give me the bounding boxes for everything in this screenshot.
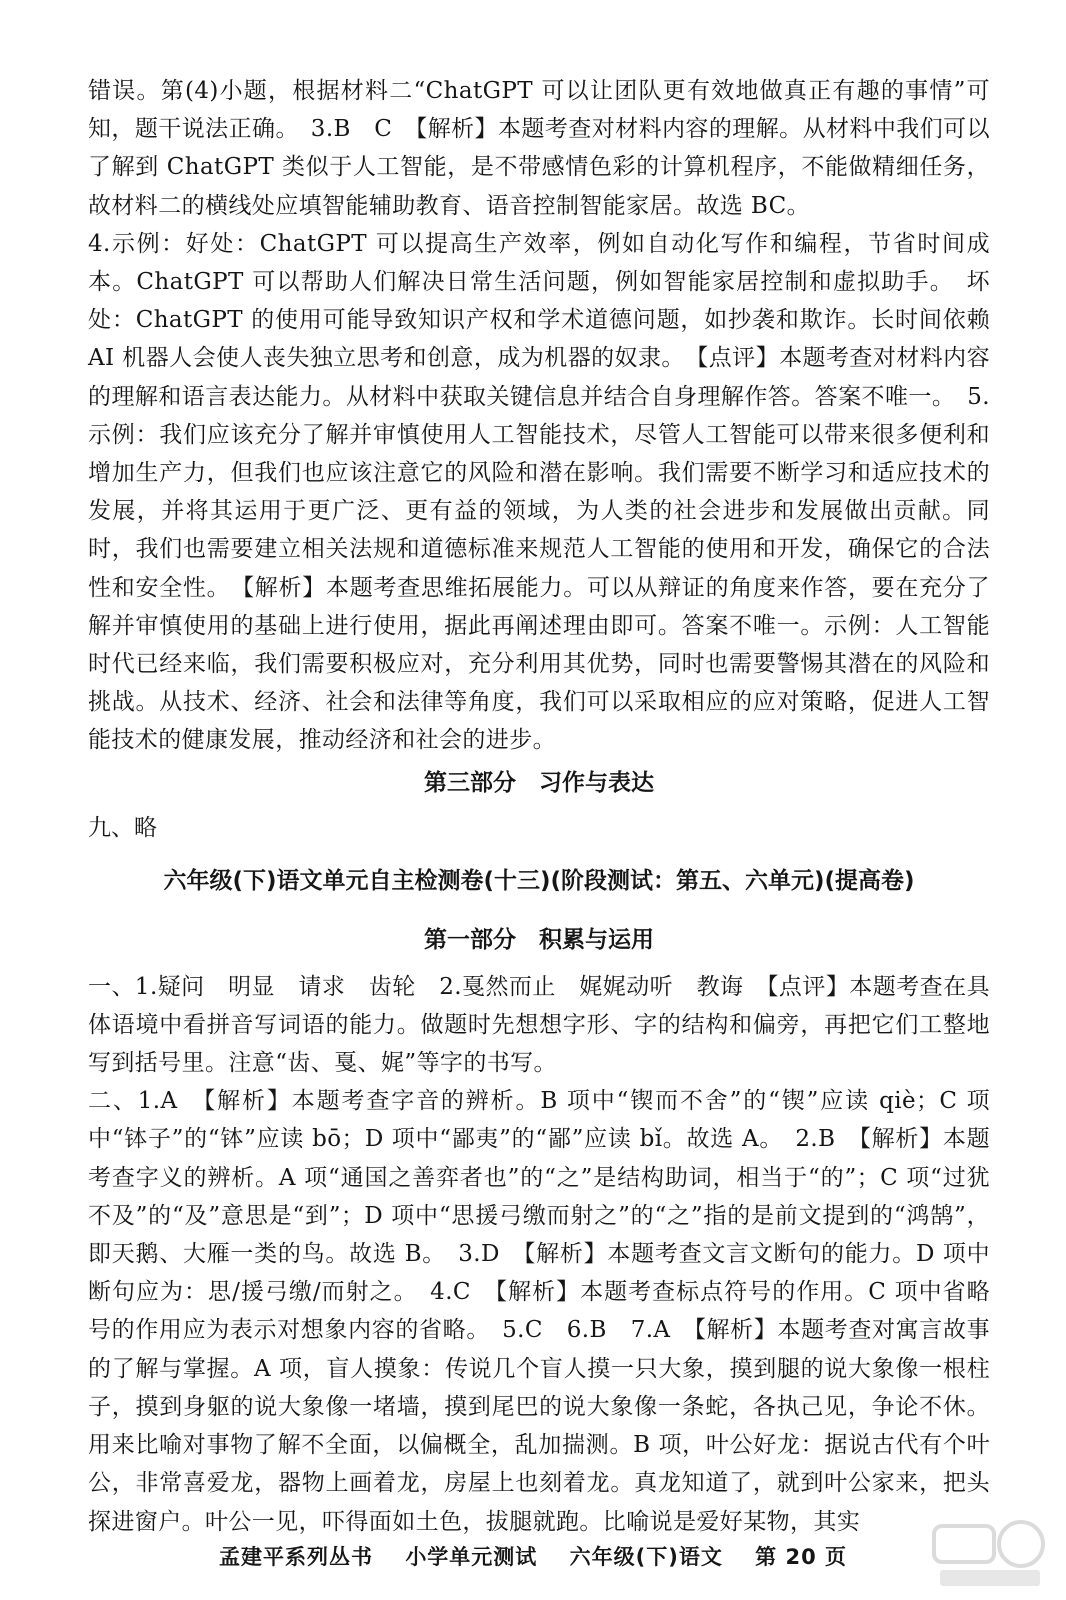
item-nine: 九、略	[88, 814, 157, 841]
part1-heading: 第一部分 积累与运用	[424, 926, 654, 953]
section-one-answers: 一、1.疑问 明显 请求 齿轮 2.戛然而止 娓娓动听 教诲 【点评】本题考查在具体语境中看拼音写词语的能力。做题时先想想字形、字的结构和偏旁，再把它们工整地写到括号里。注意“齿、戛、娓”等字的书写。	[88, 973, 990, 1077]
exam-title: 六年级(下)语文单元自主检测卷(十三)(阶段测试：第五、六单元)(提高卷)	[163, 867, 915, 894]
footer-page-number: 第 20 页	[755, 1545, 847, 1569]
page-footer	[0, 1541, 1066, 1571]
footer-series: 孟建平系列丛书	[219, 1545, 373, 1569]
page-content	[88, 72, 990, 1541]
answer-paragraph-2: 4.示例：好处：ChatGPT 可以提高生产效率，例如自动化写作和编程，节省时间成本。ChatGPT 可以帮助人们解决日常生活问题，例如智能家居控制和虚拟助手。 坏处：ChatGPT 的使用可能导致知识产权和学术道德问题，如抄袭和欺诈。长时间依赖 AI 机器人会使人丧失独立思考和创意，成为机器的奴隶。 【点评】本题考查对材料内容的理解和语言表达能力。从材料中获取关键信息并结合自身理解作答。答案不唯一。 5.示例：我们应该充分了解并审慎使用人工智能技术，尽管人工智能可以带来很多便利和增加生产力，但我们也应该注意它的风险和潜在影响。我们需要不断学习和适应技术的发展，并将其运用于更广泛、更有益的领域，为人类的社会进步和发展做出贡献。同时，我们也需要建立相关法规和道德标准来规范人工智能的使用和开发，确保它的合法性和安全性。 【解析】本题考查思维拓展能力。可以从辩证的角度来作答，要在充分了解并审慎使用的基础上进行使用，据此再阐述理由即可。答案不唯一。示例：人工智能时代已经来临，我们需要积极应对，充分利用其优势，同时也需要警惕其潜在的风险和挑战。从技术、经济、社会和法律等角度，我们可以采取相应的应对策略，促进人工智能技术的健康发展，推动经济和社会的进步。	[88, 230, 990, 754]
section-two-answers: 二、1.A 【解析】本题考查字音的辨析。B 项中“锲而不舍”的“锲”应读 qiè；C 项中“钵子”的“钵”应读 bō；D 项中“鄙夷”的“鄙”应读 bǐ。故选 A。 2.B 【解析】本题考查字义的辨析。A 项“通国之善弈者也”的“之”是结构助词，相当于“的”；C 项“过犹不及”的“及”意思是“到”；D 项中“思援弓缴而射之”的“之”指的是前文提到的“鸿鹄”，即天鹅、大雁一类的鸟。故选 B。 3.D 【解析】本题考查文言文断句的能力。D 项中断句应为：思/援弓缴/而射之。 4.C 【解析】本题考查标点符号的作用。C 项中省略号的作用应为表示对想象内容的省略。 5.C 6.B 7.A 【解析】本题考查对寓言故事的了解与掌握。A 项，盲人摸象：传说几个盲人摸一只大象，摸到腿的说大象像一根柱子，摸到身躯的说大象像一堵墙，摸到尾巴的说大象像一条蛇，各执己见，争论不休。用来比喻对事物了解不全面，以偏概全，乱加揣测。B 项，叶公好龙：据说古代有个叶公，非常喜爱龙，器物上画着龙，房屋上也刻着龙。真龙知道了，就到叶公家来，把头探进窗户。叶公一见，吓得面如土色，拔腿就跑。比喻说是爱好某物，其实	[88, 1088, 990, 1535]
part3-heading: 第三部分 习作与表达	[424, 769, 654, 796]
footer-book: 小学单元测试	[405, 1545, 538, 1569]
answer-paragraph-1: 错误。第(4)小题，根据材料二“ChatGPT 可以让团队更有效地做真正有趣的事情”可知，题干说法正确。 3.B C 【解析】本题考查对材料内容的理解。从材料中我们可以了解到 ChatGPT 类似于人工智能，是不带感情色彩的计算机程序，不能做精细任务，故材料二的横线处应填智能辅助教育、语音控制智能家居。故选 BC。	[88, 78, 990, 219]
watermark-logo-icon	[926, 1512, 1046, 1592]
footer-grade: 六年级(下)语文	[569, 1545, 723, 1569]
